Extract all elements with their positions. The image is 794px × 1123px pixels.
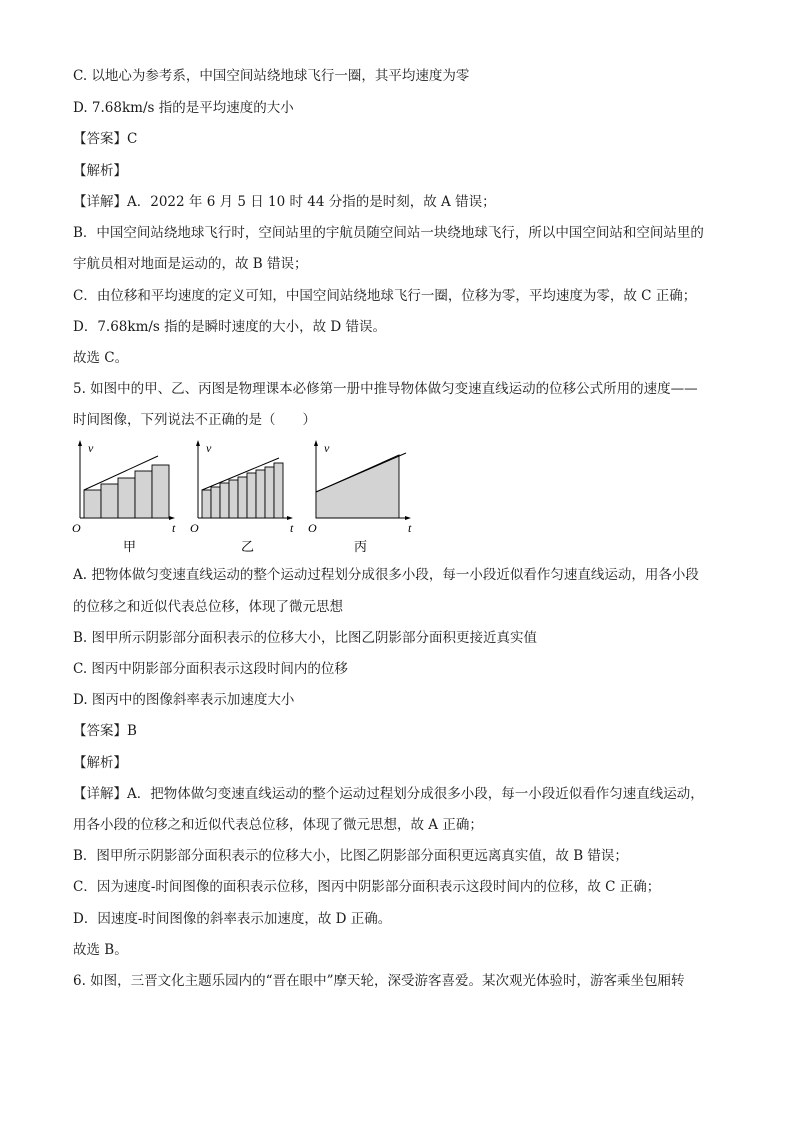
graph-jia-t-label: t — [172, 521, 176, 535]
question-5-line2: 时间图像，下列说法不正确的是（ ） — [73, 412, 316, 428]
graph-jia-bar-3 — [118, 478, 135, 518]
graph-bing — [308, 440, 412, 555]
graph-yi — [190, 440, 294, 555]
analysis-heading-q5: 【解析】 — [73, 755, 127, 771]
graph-jia-bar-5 — [152, 465, 169, 518]
option-d-q4: D. 7.68km/s 指的是平均速度的大小 — [73, 100, 294, 116]
graph-jia — [72, 440, 176, 555]
graph-yi-t-label: t — [290, 521, 294, 535]
graph-yi-y-arrow — [196, 440, 200, 446]
graph-yi-bar-1 — [202, 490, 211, 518]
option-d-q5: D. 图丙中的图像斜率表示加速度大小 — [73, 692, 295, 708]
graph-yi-bar-5 — [238, 477, 247, 518]
conclusion-q5: 故选 B。 — [73, 942, 128, 958]
graph-bing-t-label: t — [408, 521, 412, 535]
graph-jia-bar-4 — [135, 471, 152, 518]
graph-bing-caption: 丙 — [354, 540, 368, 555]
graph-bing-y-arrow — [314, 440, 318, 446]
graph-yi-bar-3 — [220, 483, 229, 518]
detail-b-q5: B．图甲所示阴影部分面积表示的位移大小，比图乙阴影部分面积更远离真实值，故 B 错误； — [73, 848, 628, 864]
graph-jia-caption: 甲 — [123, 540, 137, 555]
graph-jia-bar-2 — [101, 484, 118, 518]
option-a-q5-line1: A. 把物体做匀变速直线运动的整个运动过程划分成很多小段，每一小段近似看作匀速直线运动，用各小段 — [73, 567, 699, 583]
detail-d-q5: D．因速度-时间图像的斜率表示加速度，故 D 正确。 — [73, 911, 392, 927]
graph-bing-x-arrow — [405, 516, 411, 520]
graph-yi-bar-7 — [256, 470, 265, 518]
option-c-q4: C. 以地心为参考系，中国空间站绕地球飞行一圈，其平均速度为零 — [73, 68, 470, 84]
graph-jia-origin-label: O — [72, 521, 81, 535]
graph-yi-bar-6 — [247, 473, 256, 518]
graph-jia-y-arrow — [78, 440, 82, 446]
graph-yi-bar-2 — [211, 487, 220, 518]
detail-b-q4-line2: 宇航员相对地面是运动的，故 B 错误； — [73, 256, 308, 272]
answer-q4: 【答案】C — [73, 131, 138, 147]
detail-c-q4: C．由位移和平均速度的定义可知，中国空间站绕地球飞行一圈，位移为零，平均速度为零，故 C 正确； — [73, 288, 697, 304]
graph-yi-caption: 乙 — [241, 540, 255, 555]
velocity-time-graphs-figure — [68, 437, 428, 557]
graph-jia-v-label: v — [88, 441, 94, 455]
graph-jia-bar-1 — [84, 490, 101, 518]
detail-d-q4: D．7.68km/s 指的是瞬时速度的大小，故 D 错误。 — [73, 319, 387, 335]
question-6-line1: 6. 如图，三晋文化主题乐园内的“晋在眼中”摩天轮，深受游客喜爱。某次观光体验时，游客乘坐包厢转 — [73, 973, 685, 989]
option-a-q5-line2: 的位移之和近似代表总位移，体现了微元思想 — [73, 599, 343, 615]
answer-q5: 【答案】B — [73, 723, 137, 739]
analysis-heading-q4: 【解析】 — [73, 163, 127, 179]
detail-b-q4-line1: B．中国空间站绕地球飞行时，空间站里的宇航员随空间站一块绕地球飞行，所以中国空间站和空间站里的 — [73, 225, 704, 241]
detail-a-q5-line2: 用各小段的位移之和近似代表总位移，体现了微元思想，故 A 正确； — [73, 817, 483, 833]
option-b-q5: B. 图甲所示阴影部分面积表示的位移大小，比图乙阴影部分面积更接近真实值 — [73, 630, 538, 646]
conclusion-q4: 故选 C。 — [73, 350, 129, 366]
graph-jia-x-arrow — [169, 516, 175, 520]
graph-yi-bar-9 — [274, 463, 283, 518]
detail-a-q5-line1: 【详解】A．把物体做匀变速直线运动的整个运动过程划分成很多小段，每一小段近似看作匀速直线运动， — [73, 786, 704, 802]
graph-bing-v-label: v — [324, 441, 330, 455]
graph-yi-v-label: v — [206, 441, 212, 455]
question-5-line1: 5. 如图中的甲、乙、丙图是物理课本必修第一册中推导物体做匀变速直线运动的位移公式所用的速度—— — [73, 381, 698, 397]
graph-yi-bar-4 — [229, 480, 238, 518]
graph-yi-x-arrow — [287, 516, 293, 520]
graph-bing-origin-label: O — [308, 521, 317, 535]
detail-a-q4: 【详解】A．2022 年 6 月 5 日 10 时 44 分指的是时刻，故 A 错误； — [73, 194, 496, 210]
graph-yi-bar-8 — [265, 467, 274, 518]
graph-yi-origin-label: O — [190, 521, 199, 535]
detail-c-q5: C．因为速度-时间图像的面积表示位移，图丙中阴影部分面积表示这段时间内的位移，故 C 正确； — [73, 879, 661, 895]
option-c-q5: C. 图丙中阴影部分面积表示这段时间内的位移 — [73, 661, 348, 677]
